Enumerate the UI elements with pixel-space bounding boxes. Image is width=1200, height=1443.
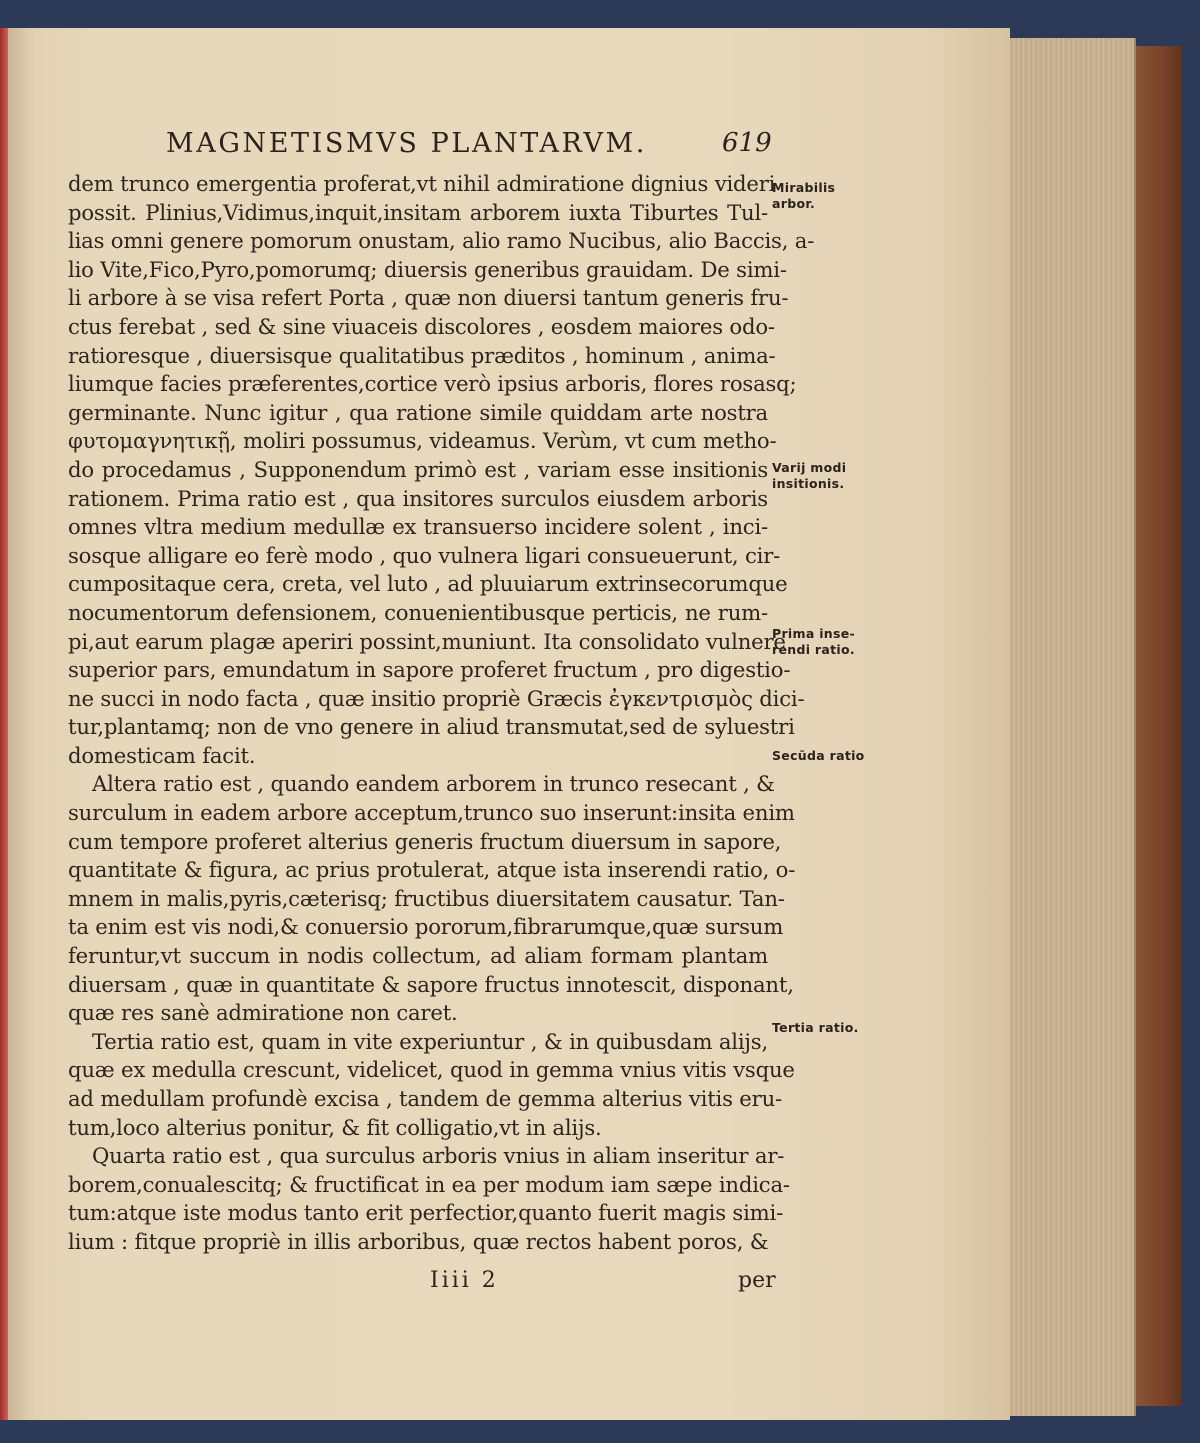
margin-note-tertia: [772, 1020, 884, 1036]
text-line: ratioresque , diuersisque qualitatibus præditos , hominum , anima-: [68, 342, 776, 368]
text-line: possit. Plinius,Vidimus,inquit,insitam arborem iuxta Tiburtes Tul-: [68, 199, 768, 225]
text-line: Tertia ratio est, quam in vite experiuntur , & in quibusdam alijs,: [92, 1028, 768, 1054]
text-line: dem trunco emergentia proferat,vt nihil admiratione dignius videri: [68, 171, 776, 196]
text-line: cumpositaque cera, creta, vel luto , ad pluuiarum extrinsecorumque: [68, 571, 788, 597]
margin-note-varij-modi: [772, 460, 884, 492]
text-line: feruntur,vt succum in nodis collectum, ad aliam formam plantam: [68, 943, 768, 969]
text-line: domesticam facit.: [68, 742, 256, 768]
margin-note-line: Secūda ratio: [772, 748, 865, 763]
text-line: pi,aut earum plagæ aperiri possint,muniunt. Ita consolidato vulnere: [68, 628, 786, 654]
text-line: liumque facies præferentes,cortice verò ipsius arboris, flores rosasq;: [68, 371, 797, 397]
margin-note-line: Mirabilis: [772, 180, 836, 195]
margin-note-line: Tertia ratio.: [772, 1020, 859, 1035]
text-line: Quarta ratio est , qua surculus arboris vnius in aliam inseritur ar-: [92, 1143, 785, 1169]
text-line: germinante. Nunc igitur , qua ratione simile quiddam arte nostra: [68, 399, 768, 425]
text-line: mnem in malis,pyris,cæterisq; fructibus diuersitatem causatur. Tan-: [68, 885, 785, 911]
running-title: MAGNETISMVS PLANTARVM.: [166, 128, 647, 159]
text-line: ad medullam profundè excisa , tandem de gemma alterius vitis eru-: [68, 1086, 782, 1111]
text-line: Altera ratio est , quando eandem arborem in trunco resecant , &: [92, 771, 775, 797]
text-line: lium : fitque propriè in illis arboribus, quæ rectos habent poros, &: [68, 1228, 769, 1254]
margin-note-secunda: [772, 748, 884, 764]
text-line: ne succi in nodo facta , quæ insitio propriè Græcis ἐγκεντρισμὸς dici-: [68, 685, 805, 711]
text-line: superior pars, emundatum in sapore proferet fructum , pro digestio-: [68, 657, 791, 683]
text-line: quæ ex medulla crescunt, videlicet, quod in gemma vnius vitis vsque: [68, 1057, 795, 1083]
text-line: lio Vite,Fico,Pyro,pomorumq; diuersis generibus grauidam. De simi-: [68, 256, 787, 282]
text-line: lias omni genere pomorum onustam, alio ramo Nucibus, alio Baccis, a-: [68, 228, 815, 254]
text-line: quæ res sanè admiratione non caret.: [68, 1000, 458, 1026]
text-line: surculum in eadem arbore acceptum,trunco suo inserunt:insita enim: [68, 800, 795, 826]
text-line: tur,plantamq; non de vno genere in aliud transmutat,sed de syluestri: [68, 714, 795, 740]
text-line: φυτομαγνητικῇ, moliri possumus, videamus. Verùm, vt cum metho-: [68, 428, 777, 454]
margin-note-line: Prima inse-: [772, 626, 856, 641]
catchword: per: [738, 1268, 776, 1293]
text-line: li arbore à se visa refert Porta , quæ non diuersi tantum generis fru-: [68, 285, 789, 311]
book-spine: [0, 28, 8, 1420]
book-cover-edge: [1134, 46, 1182, 1406]
page-footer: [6, 1268, 1010, 1300]
page-number: 619: [722, 128, 772, 158]
text-line: borem,conualescitq; & fructificat in ea per modum iam sæpe indica-: [68, 1171, 790, 1197]
margin-note-prima: [772, 626, 884, 658]
text-line: tum,loco alterius ponitur, & fit colligatio,vt in alijs.: [68, 1114, 602, 1140]
signature-mark: Iiii 2: [430, 1268, 499, 1293]
text-line: sosque alligare eo ferè modo , quo vulnera ligari consueuerunt, cir-: [68, 542, 781, 568]
text-line: rationem. Prima ratio est , qua insitores surculos eiusdem arboris: [68, 485, 768, 511]
text-line: tum:atque iste modus tanto erit perfectior,quanto fuerit magis simi-: [68, 1200, 784, 1226]
margin-note-mirabilis: [772, 180, 884, 212]
text-line: do procedamus , Supponendum primò est , variam esse insitionis: [68, 456, 768, 482]
margin-note-line: arbor.: [772, 196, 816, 211]
running-head: [6, 128, 1010, 168]
margin-note-line: Varij modi: [772, 460, 847, 475]
text-line: diuersam , quæ in quantitate & sapore fructus innotescit, disponant,: [68, 971, 794, 997]
text-line: nocumentorum defensionem, conuenientibusque perticis, ne rum-: [68, 599, 768, 625]
text-line: ta enim est vis nodi,& conuersio pororum,fibrarumque,quæ sursum: [68, 914, 784, 940]
book-page: [6, 28, 1010, 1420]
page-fore-edge: [1010, 38, 1136, 1416]
margin-note-line: rendi ratio.: [772, 642, 855, 657]
margin-note-line: insitionis.: [772, 476, 845, 491]
text-line: cum tempore proferet alterius generis fructum diuersum in sapore,: [68, 828, 782, 854]
text-line: omnes vltra medium medullæ ex transuerso incidere solent , inci-: [68, 514, 768, 540]
text-line: quantitate & figura, ac prius protulerat, atque ista inserendi ratio, o-: [68, 857, 796, 883]
text-line: ctus ferebat , sed & sine viuaceis discolores , eosdem maiores odo-: [68, 313, 775, 339]
